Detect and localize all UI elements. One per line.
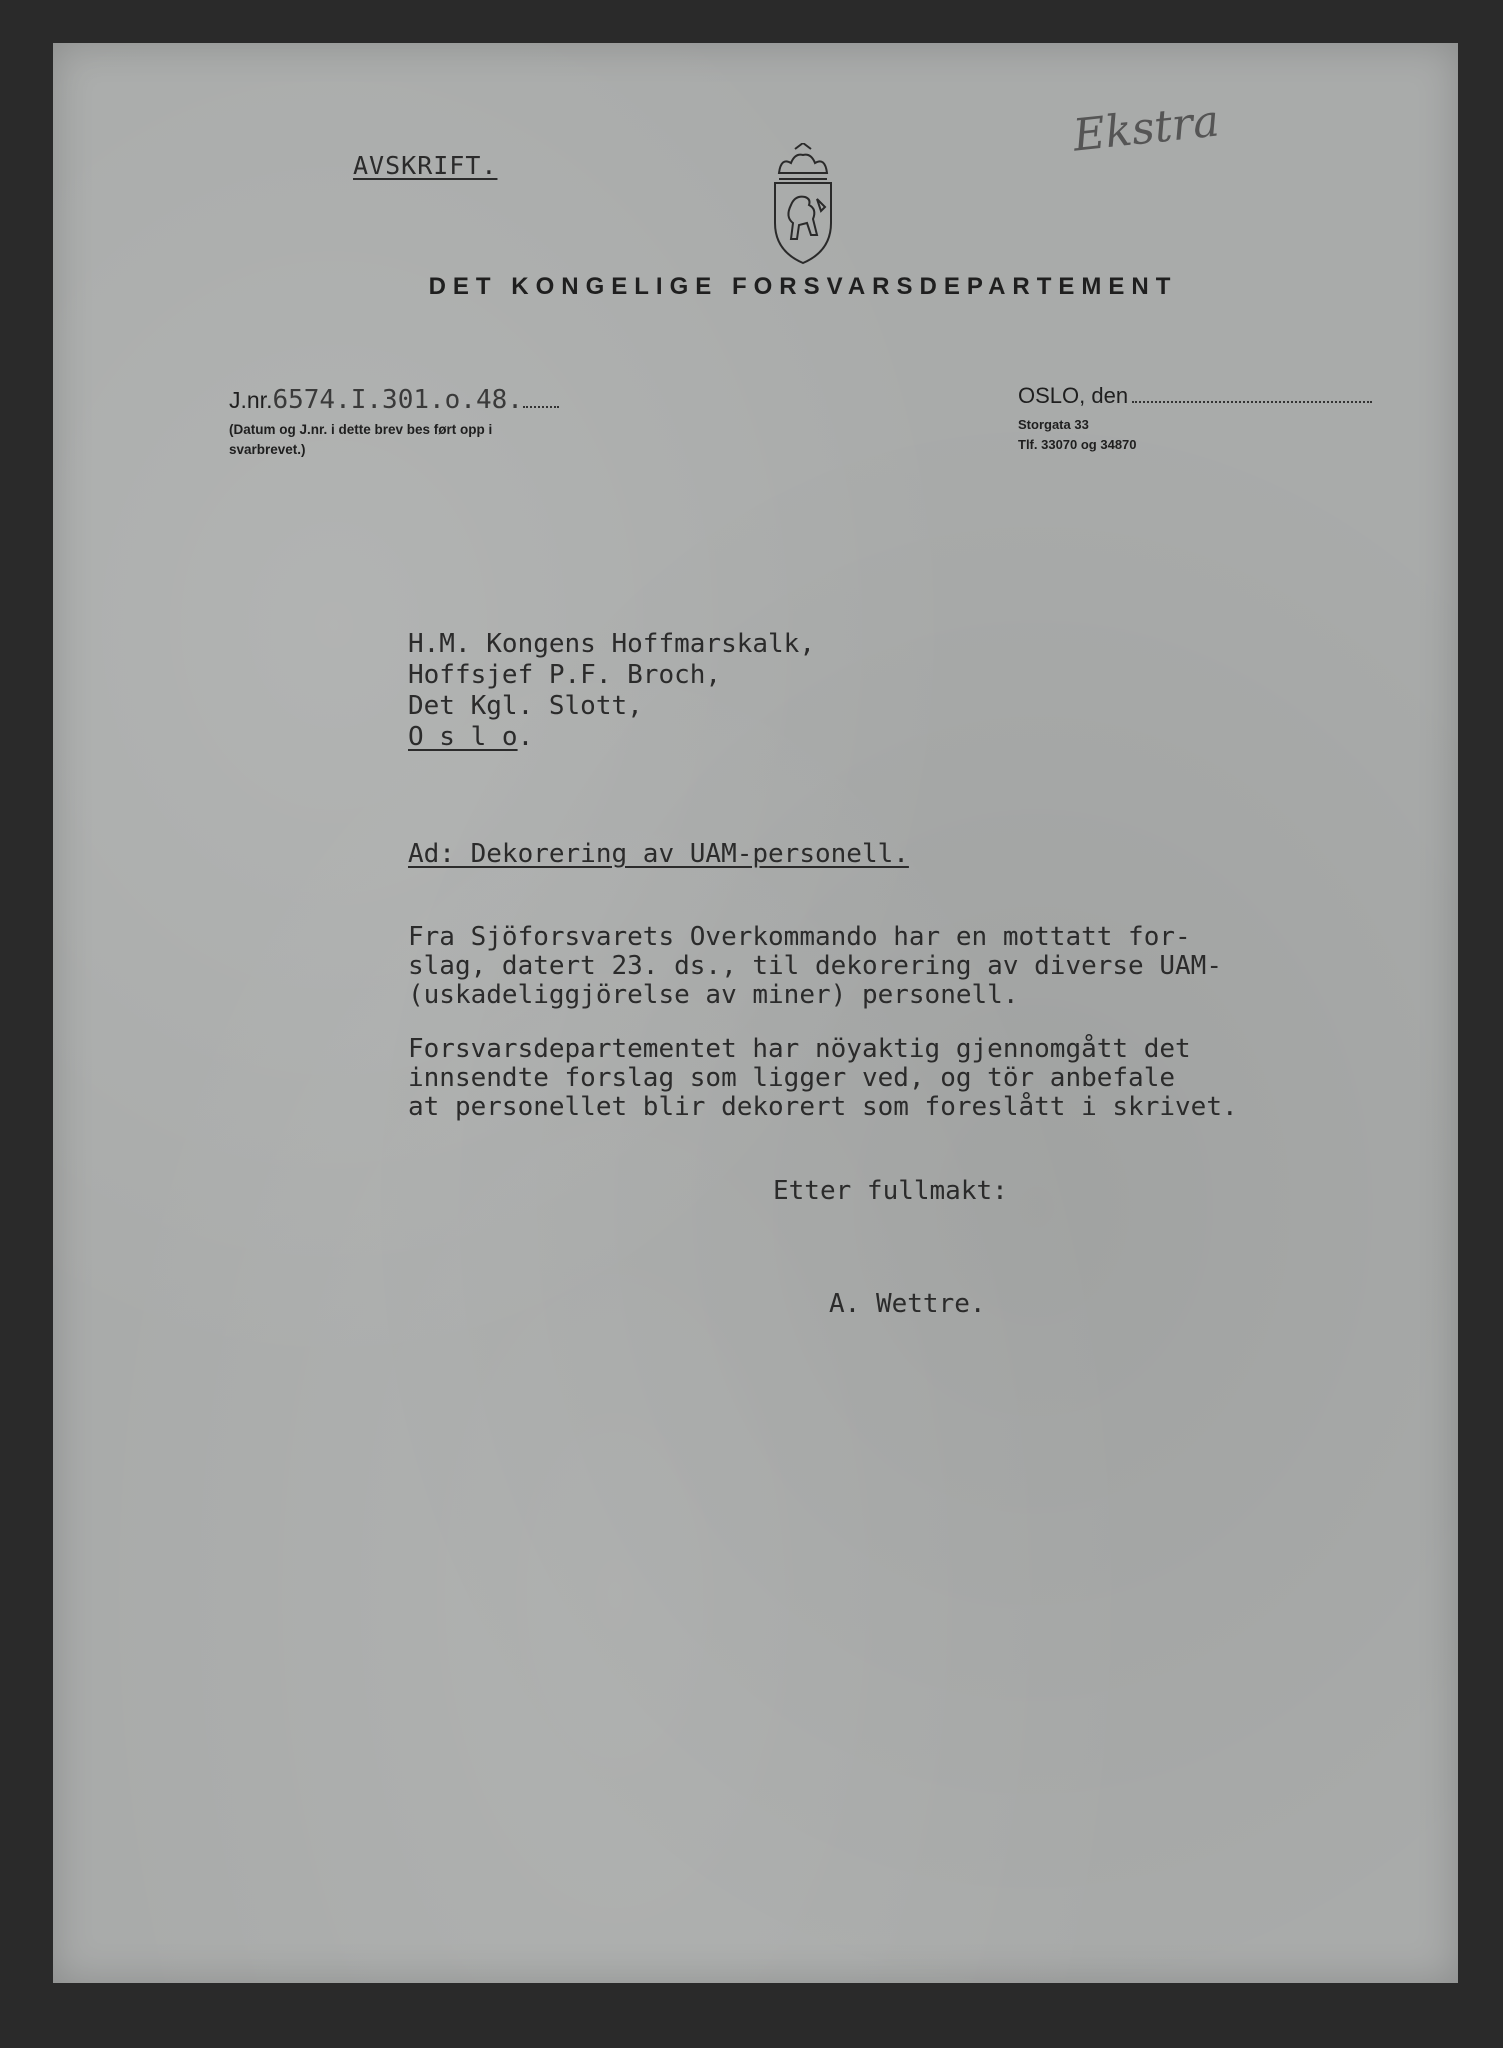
journal-number-value: 6574.I.301.o.48. xyxy=(272,385,523,415)
place-date-row xyxy=(1018,383,1372,409)
closing-phrase: Etter fullmakt: xyxy=(773,1176,1008,1206)
date-dotted-line xyxy=(1132,401,1372,403)
journal-number-note: (Datum og J.nr. i dette brev bes ført opp i svarbrevet.) xyxy=(229,422,493,457)
street-address: Storgata 33 xyxy=(1018,417,1089,432)
recipient-line-3: Det Kgl. Slott, xyxy=(408,691,643,721)
phone-numbers: Tlf. 33070 og 34870 xyxy=(1018,437,1137,452)
place-label: OSLO, den xyxy=(1018,383,1129,408)
recipient-line-2: Hoffsjef P.F. Broch, xyxy=(408,660,722,690)
letter-page xyxy=(53,43,1458,1983)
recipient-city: O s l o xyxy=(408,722,518,752)
copy-mark: AVSKRIFT. xyxy=(353,151,498,180)
journal-number-dotted-line xyxy=(523,406,559,408)
handwritten-note: Ekstra xyxy=(1070,95,1222,162)
signer-name: A. Wettre. xyxy=(829,1289,986,1319)
recipient-line-1: H.M. Kongens Hoffmarskalk, xyxy=(408,629,815,659)
recipient-line-4 xyxy=(408,722,815,753)
journal-number-row xyxy=(229,385,559,415)
coat-of-arms-lion-icon xyxy=(765,143,841,265)
journal-number-label: J.nr. xyxy=(229,387,273,413)
subject-line: Ad: Dekorering av UAM-personell. xyxy=(408,839,909,869)
recipient-address xyxy=(408,629,815,753)
body-paragraph-1: Fra Sjöforsvarets Overkommando har en mottatt for- slag, datert 23. ds., til dekorering av diverse UAM- (uskadeliggjörelse av miner) personell. xyxy=(408,922,1222,1010)
department-title: DET KONGELIGE FORSVARSDEPARTEMENT xyxy=(428,273,1178,300)
recipient-city-period: . xyxy=(517,722,534,752)
address-block xyxy=(1018,415,1137,455)
body-paragraph-2: Forsvarsdepartementet har nöyaktig gjennomgått det innsendte forslag som ligger ved, og tör anbefale at personellet blir dekorert som foreslått i skrivet. xyxy=(408,1034,1238,1122)
